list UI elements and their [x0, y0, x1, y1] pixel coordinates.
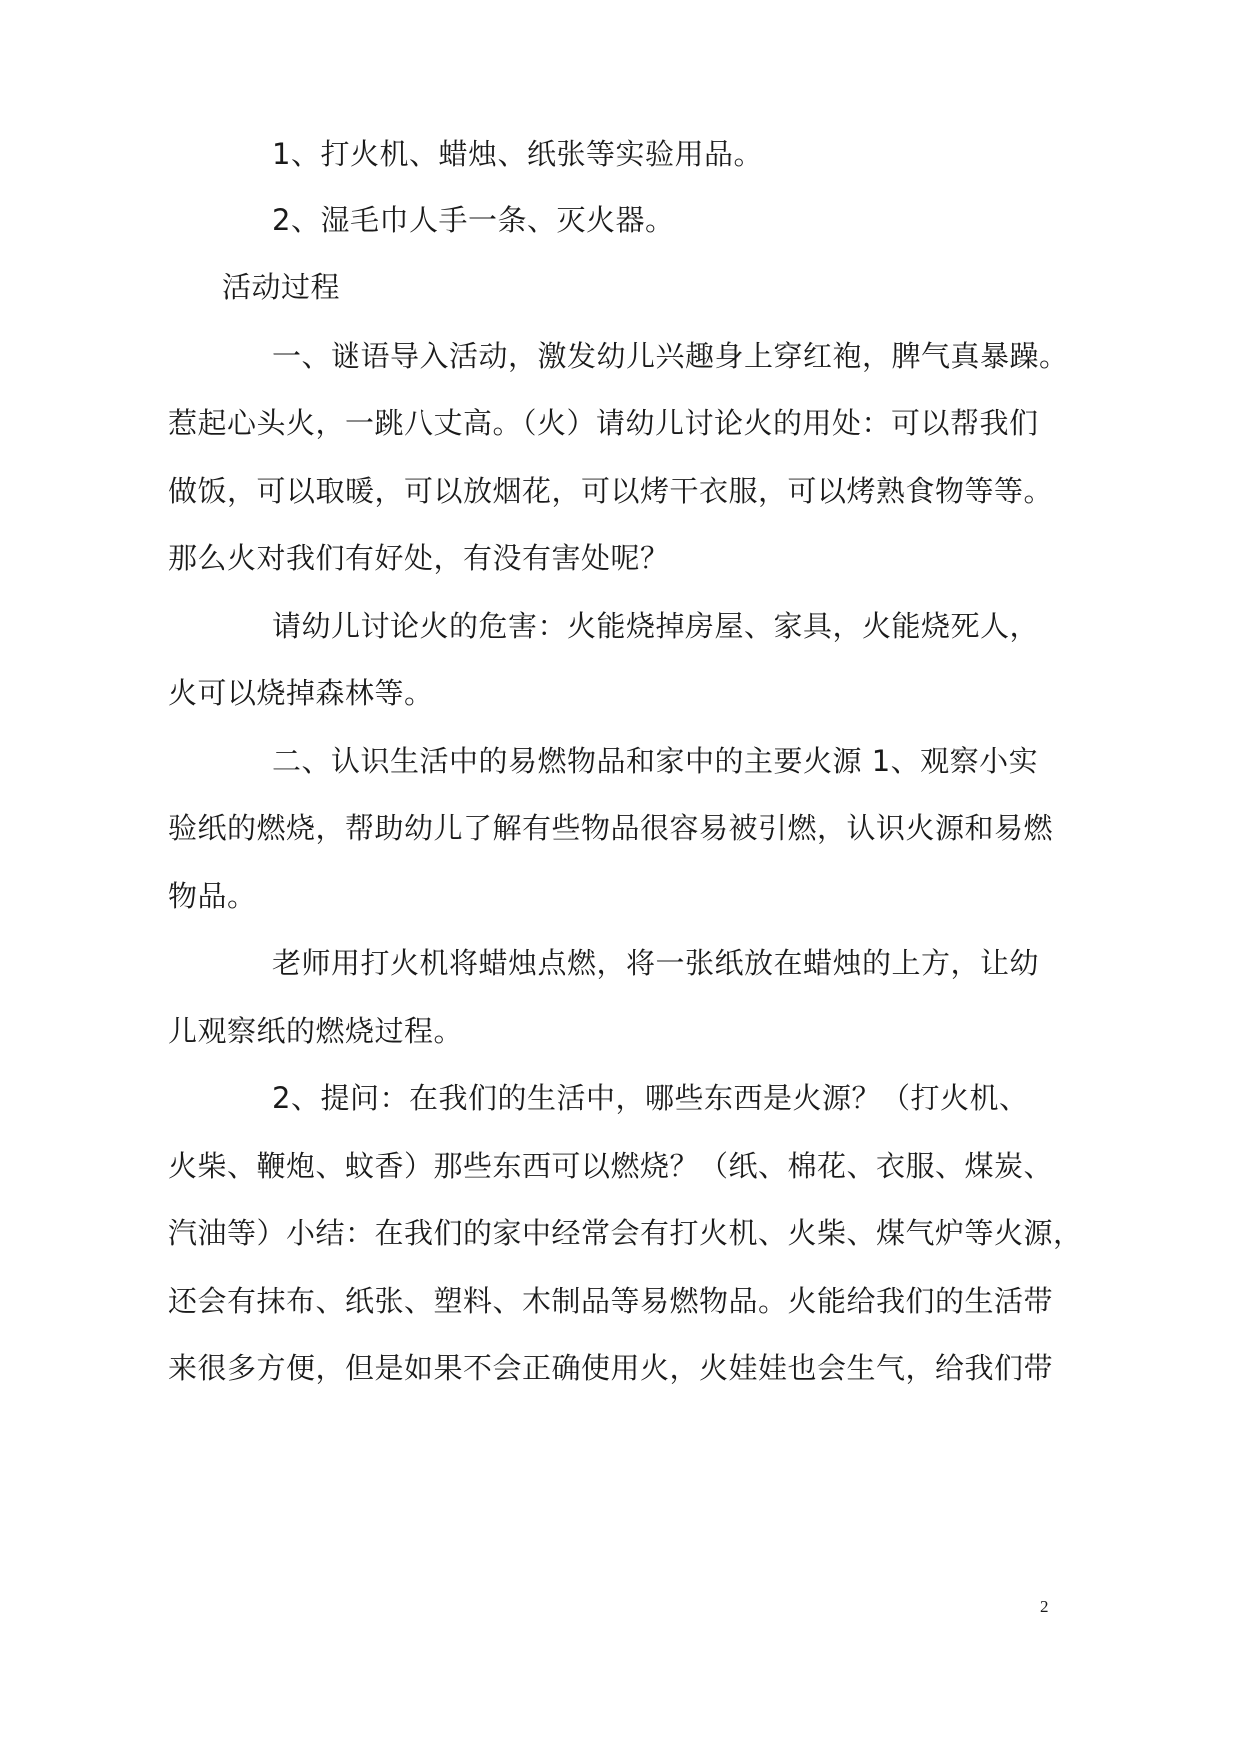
text-line: 做饭，可以取暖，可以放烟花，可以烤干衣服，可以烤熟食物等等。	[168, 474, 1054, 508]
page-number: 2	[1040, 1597, 1049, 1616]
text-line: 1、打火机、蜡烛、纸张等实验用品。	[272, 137, 763, 171]
text-line: 儿观察纸的燃烧过程。	[168, 1014, 464, 1048]
text-line: 老师用打火机将蜡烛点燃，将一张纸放在蜡烛的上方，让幼	[272, 946, 1040, 980]
section-heading: 活动过程	[222, 270, 341, 304]
text-line: 火柴、鞭炮、蚊香）那些东西可以燃烧？（纸、棉花、衣服、煤炭、	[168, 1149, 1054, 1183]
text-line: 2、提问：在我们的生活中，哪些东西是火源？（打火机、	[272, 1081, 1029, 1115]
text-line: 还会有抹布、纸张、塑料、木制品等易燃物品。火能给我们的生活带	[168, 1284, 1054, 1318]
text-line: 来很多方便，但是如果不会正确使用火，火娃娃也会生气，给我们带	[168, 1351, 1054, 1385]
text-line: 一、谜语导入活动，激发幼儿兴趣身上穿红袍，脾气真暴躁。	[272, 339, 1069, 373]
text-line: 汽油等）小结：在我们的家中经常会有打火机、火柴、煤气炉等火源，	[168, 1216, 1083, 1250]
text-line: 火可以烧掉森林等。	[168, 676, 434, 710]
text-line: 惹起心头火，一跳八丈高。（火）请幼儿讨论火的用处：可以帮我们	[168, 406, 1039, 440]
text-line: 请幼儿讨论火的危害：火能烧掉房屋、家具，火能烧死人，	[272, 609, 1040, 643]
text-line: 验纸的燃烧，帮助幼儿了解有些物品很容易被引燃，认识火源和易燃	[168, 811, 1054, 845]
text-line: 那么火对我们有好处，有没有害处呢？	[168, 541, 670, 575]
text-line: 二、认识生活中的易燃物品和家中的主要火源 1、观察小实	[272, 744, 1039, 778]
text-line: 2、湿毛巾人手一条、灭火器。	[272, 203, 675, 237]
text-line: 物品。	[168, 879, 257, 913]
